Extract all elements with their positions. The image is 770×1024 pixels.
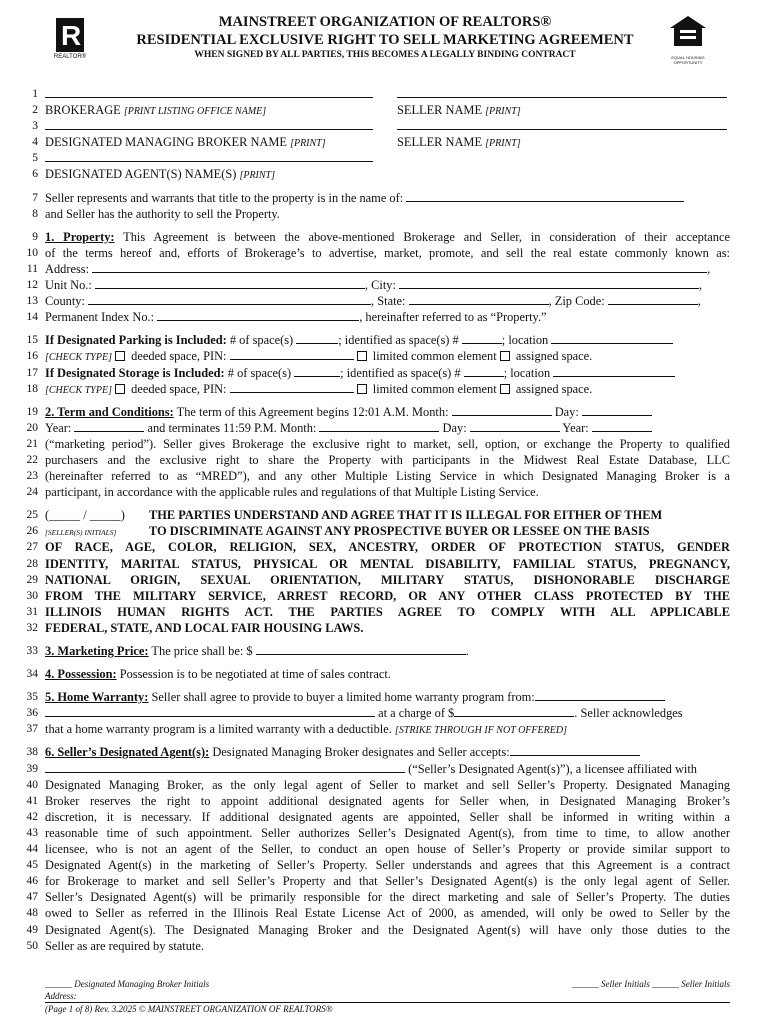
equal-housing-text: EQUAL HOUSING OPPORTUNITY: [671, 55, 705, 65]
parking-spaces-field[interactable]: [296, 332, 338, 344]
line-42: 42 discretion, it is necessary. If additional designated agents are appointed, Seller shall be informed in writing within a: [26, 809, 730, 824]
line-30: 30 FROM THE MILITARY SERVICE, ARREST RECORD, OR ANY OTHER CLASS PROTECTED BY THE: [26, 588, 730, 603]
state-field[interactable]: [409, 293, 549, 305]
city-field[interactable]: [399, 277, 699, 289]
line-34: 34 4. Possession: Possession is to be negotiated at time of sales contract.: [26, 667, 391, 682]
realtor-logo: R REALTOR®: [50, 18, 90, 60]
line-10: 10 of the terms hereof and, efforts of Brokerage’s to advertise, market, promote, and sell the real estate commonly known as:: [26, 245, 730, 260]
parking-id-field[interactable]: [462, 332, 502, 344]
line-31: 31 ILLINOIS HUMAN RIGHTS ACT. THE PARTIES AGREE TO COMPLY WITH ALL APPLICABLE: [26, 604, 730, 619]
seller-agent-field[interactable]: [510, 744, 640, 756]
line-45: 45 Designated Agent(s) in the marketing of Seller’s Property. Seller understands and agrees that this Agreement is a contract: [26, 858, 730, 873]
page-info: (Page 1 of 8) Rev. 3.2025 © MAINSTREET ORGANIZATION OF REALTORS®: [45, 1004, 333, 1014]
start-month-field[interactable]: [452, 404, 552, 416]
equal-housing-icon: [666, 14, 710, 50]
line-11: 11 Address: ,: [26, 261, 711, 276]
line-21: 21 (“marketing period”). Seller gives Brokerage the exclusive right to market, sell, option, or exchange the Property to qualified: [26, 436, 730, 451]
storage-location-field[interactable]: [553, 365, 675, 377]
line-48: 48 owed to Seller as referred in the Illinois Real Estate License Act of 2000, as amended, will only be owed to Seller by the: [26, 906, 730, 921]
warranty-program-field-2[interactable]: [45, 705, 375, 717]
line-29: 29 NATIONAL ORIGIN, SEXUAL ORIENTATION, MILITARY STATUS, DISHONORABLE DISCHARGE: [26, 572, 730, 587]
start-day-field[interactable]: [582, 404, 652, 416]
parking-limited-checkbox[interactable]: [357, 351, 367, 361]
line-3: 3: [20, 118, 730, 134]
warranty-program-field[interactable]: [535, 689, 665, 701]
line-33: 33 3. Marketing Price: The price shall be: $ .: [26, 644, 469, 658]
broker-initials-label[interactable]: ______ Designated Managing Broker Initials: [45, 979, 210, 989]
line-39: 39 (“Seller’s Designated Agent(s)”), a licensee affiliated with: [26, 761, 697, 776]
price-field[interactable]: [256, 643, 466, 655]
line-9: 9 1. Property: This Agreement is between the above-mentioned Brokerage and Seller, in consideration of their acceptance: [32, 229, 730, 244]
line-15: 15 If Designated Parking is Included: # of space(s) ; identified as space(s) # ; location: [20, 332, 730, 348]
line-35: 35 5. Home Warranty: Seller shall agree to provide to buyer a limited home warranty program from:: [20, 689, 730, 705]
agreement-title: RESIDENTIAL EXCLUSIVE RIGHT TO SELL MARKETING AGREEMENT: [136, 32, 634, 48]
line-14: 14 Permanent Index No.: , hereinafter referred to as “Property.”: [26, 310, 547, 325]
line-37: 37 that a home warranty program is a limited warranty with a deductible. [STRIKE THROUGH IF NOT OFFERED]: [26, 722, 567, 737]
title-holder-field[interactable]: [406, 190, 684, 202]
line-32: 32 FEDERAL, STATE, AND LOCAL FAIR HOUSING LAWS.: [26, 620, 364, 635]
brokerage-field[interactable]: [45, 86, 373, 98]
line-4: 4 DESIGNATED MANAGING BROKER NAME [PRINT] SELLER NAME [PRINT]: [32, 135, 521, 150]
storage-deeded-checkbox[interactable]: [115, 384, 125, 394]
parking-assigned-checkbox[interactable]: [500, 351, 510, 361]
agreement-body: [20, 86, 730, 954]
line-12: 12 Unit No.: , City: ,: [26, 278, 703, 293]
line-50: 50 Seller as are required by statute.: [26, 938, 204, 953]
storage-id-field[interactable]: [464, 365, 504, 377]
line-49: 49 Designated Agent(s). The Designated Managing Broker and the Designated Agent(s) will have only those duties to the: [26, 922, 730, 937]
line-46: 46 for Brokerage to market and sell Seller’s Property and that Seller’s Designated Agent(s) is the only legal agent of Seller.: [26, 874, 730, 889]
line-18: 18 [CHECK TYPE] deeded space, PIN: limited common element assigned space.: [26, 381, 593, 396]
storage-assigned-checkbox[interactable]: [500, 384, 510, 394]
line-22: 22 purchasers and the exclusive right to share the Property with participants in the Midwest Real Estate Database, LLC: [26, 452, 730, 467]
storage-spaces-field[interactable]: [294, 365, 340, 377]
equal-housing-logo: [666, 14, 710, 65]
storage-pin-field[interactable]: [230, 381, 354, 393]
unit-field[interactable]: [95, 277, 365, 289]
line-41: 41 Broker reserves the right to appoint additional designated agents for Seller when, in Designated Managing Broker’s: [26, 793, 730, 808]
pin-field[interactable]: [157, 309, 359, 321]
line-8: 8 and Seller has the authority to sell the Property.: [32, 206, 280, 221]
line-19: 19 2. Term and Conditions: The term of this Agreement begins 12:01 A.M. Month: Day:: [20, 404, 730, 420]
binding-notice: WHEN SIGNED BY ALL PARTIES, THIS BECOMES A LEGALLY BINDING CONTRACT: [194, 50, 576, 60]
line-26: 26 [SELLER(S) INITIALS] TO DISCRIMINATE AGAINST ANY PROSPECTIVE BUYER OR LESSEE ON THE BASIS: [26, 524, 650, 539]
end-month-field[interactable]: [319, 420, 439, 432]
org-title: MAINSTREET ORGANIZATION OF REALTORS®: [218, 14, 552, 30]
storage-limited-checkbox[interactable]: [357, 384, 367, 394]
line-6: 6 DESIGNATED AGENT(S) NAME(S) [PRINT]: [32, 167, 276, 182]
page-footer: [45, 978, 730, 1016]
line-1: 1: [20, 86, 730, 102]
seller-name-field-2[interactable]: [397, 118, 727, 130]
seller-agent-field-2[interactable]: [45, 761, 405, 773]
line-40: 40 Designated Managing Broker, as the only legal agent of Seller to market and sell Seller’s Property. Designated Managing: [26, 777, 730, 792]
seller-name-field-1[interactable]: [397, 86, 727, 98]
designated-agent-field[interactable]: [45, 150, 373, 162]
parking-deeded-checkbox[interactable]: [115, 351, 125, 361]
line-23: 23 (hereinafter referred to as “MRED”), and any other Multiple Listing Service in which Designated Managing Broker is a: [26, 469, 730, 484]
address-field[interactable]: [92, 261, 707, 273]
warranty-charge-field[interactable]: [454, 705, 574, 717]
line-16: 16 [CHECK TYPE] deeded space, PIN: limited common element assigned space.: [26, 349, 593, 364]
managing-broker-field[interactable]: [45, 118, 373, 130]
county-field[interactable]: [88, 293, 371, 305]
line-27: 27 OF RACE, AGE, COLOR, RELIGION, SEX, ANCESTRY, ORDER OF PROTECTION STATUS, GENDER: [26, 540, 730, 555]
line-44: 44 licensee, who is not an agent of the Seller, to conduct an open house of Seller’s Property or provide similar support to: [26, 842, 730, 857]
line-5: 5: [20, 150, 730, 166]
start-year-field[interactable]: [74, 420, 144, 432]
line-20: 20 Year: and terminates 11:59 P.M. Month: Day: Year:: [20, 420, 730, 436]
end-year-field[interactable]: [592, 420, 652, 432]
line-36: 36 at a charge of $ . Seller acknowledges: [26, 706, 683, 721]
line-13: 13 County: , State: , Zip Code: ,: [26, 294, 701, 309]
line-2: 2 BROKERAGE [PRINT LISTING OFFICE NAME] SELLER NAME [PRINT]: [32, 103, 521, 118]
parking-pin-field[interactable]: [230, 348, 354, 360]
seller-initials-field[interactable]: (_____ / _____): [45, 508, 125, 523]
line-28: 28 IDENTITY, MARITAL STATUS, PHYSICAL OR MENTAL DISABILITY, FAMILIAL STATUS, PREGNANCY,: [26, 556, 730, 571]
line-25: 25 (_____ / _____) THE PARTIES UNDERSTAND AND AGREE THAT IT IS ILLEGAL FOR EITHER OF THEM: [26, 508, 663, 523]
address-line[interactable]: Address:: [45, 990, 730, 1003]
document-header: [0, 14, 770, 62]
line-7: 7 Seller represents and warrants that title to the property is in the name of:: [20, 190, 730, 206]
line-38: 38 6. Seller’s Designated Agent(s): Designated Managing Broker designates and Seller accepts:: [20, 744, 730, 760]
parking-location-field[interactable]: [551, 332, 673, 344]
end-day-field[interactable]: [470, 420, 560, 432]
zip-field[interactable]: [608, 293, 698, 305]
seller-initials-label[interactable]: ______ Seller Initials ______ Seller Initials: [571, 979, 730, 989]
line-43: 43 reasonable time of such appointment. Seller authorizes Seller’s Designated Agent(s), from time to time, to allow another: [26, 825, 730, 840]
line-24: 24 participant, in accordance with the applicable rules and regulations of that Multiple Listing Service.: [26, 485, 539, 500]
realtor-logo-text: REALTOR®: [53, 54, 87, 60]
line-17: 17 If Designated Storage is Included: # of space(s) ; identified as space(s) # ; location: [20, 365, 730, 381]
line-47: 47 Seller’s Designated Agent(s) will be primarily responsible for the direct marketing and sale of Seller’s Property. The duties: [26, 890, 730, 905]
